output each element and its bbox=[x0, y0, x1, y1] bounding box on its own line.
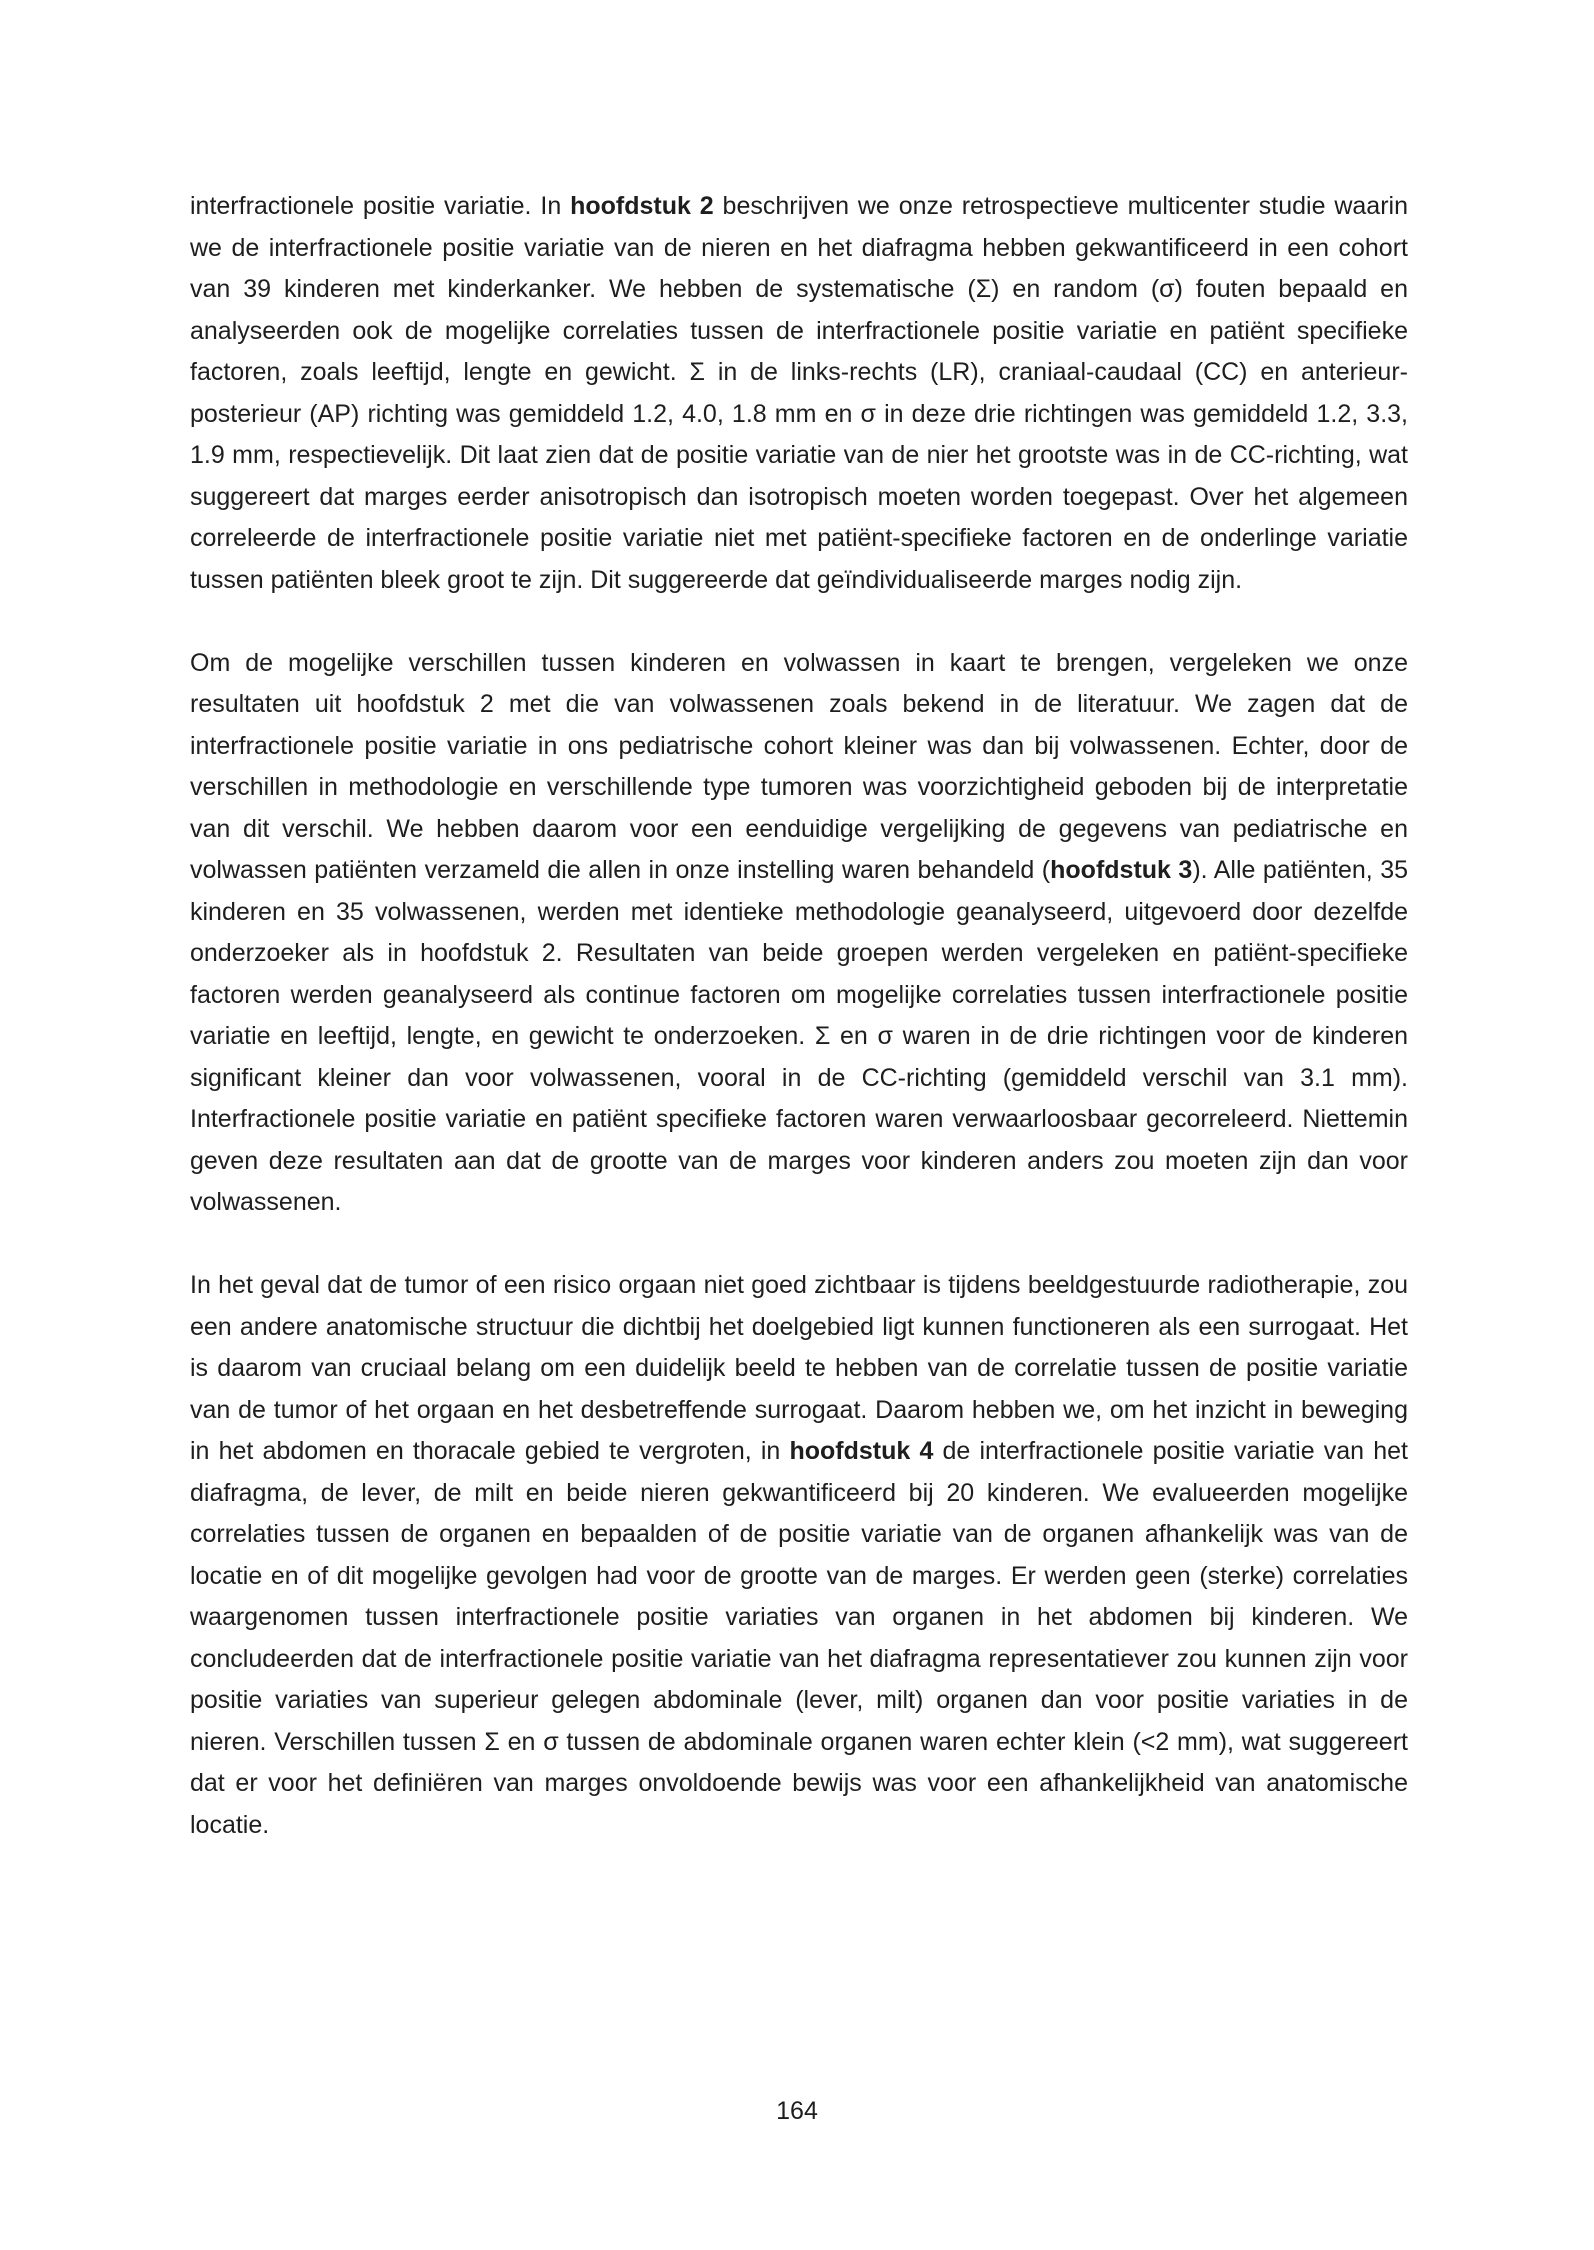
paragraph-text: beschrijven we onze retrospectieve multicenter studie waarin we de interfractionele positie variatie van de nieren en het diafragma hebben gekwantificeerd in een cohort van 39 kinderen met kinderkanker. We hebben de systematische (Σ) en random (σ) fouten bepaald en analyseerden ook de mogelijke correlaties tussen de interfractionele positie variatie en patiënt specifieke factoren, zoals leeftijd, lengte en gewicht. Σ in de links-rechts (LR), craniaal-caudaal (CC) en anterieur-posterieur (AP) richting was gemiddeld 1.2, 4.0, 1.8 mm en σ in deze drie richtingen was gemiddeld 1.2, 3.3, 1.9 mm, respectievelijk. Dit laat zien dat de positie variatie van de nier het grootste was in de CC-richting, wat suggereert dat marges eerder anisotropisch dan isotropisch moeten worden toegepast. Over het algemeen correleerde de interfractionele positie variatie niet met patiënt-specifieke factoren en de onderlinge variatie tussen patiënten bleek groot te zijn. Dit suggereerde dat geïndividualiseerde marges nodig zijn. bbox=[190, 192, 1408, 594]
page-number: 164 bbox=[776, 2097, 818, 2125]
paragraph-text: de interfractionele positie variatie van het diafragma, de lever, de milt en beide nieren gekwantificeerd bij 20 kinderen. We evalueerden mogelijke correlaties tussen de organen en bepaalden of de positie variatie van de organen afhankelijk was van de locatie en of dit mogelijke gevolgen had voor de grootte van de marges. Er werden geen (sterke) correlaties waargenomen tussen interfractionele positie variaties van organen in het abdomen bij kinderen. We concludeerden dat de interfractionele positie variatie van het diafragma representatiever zou kunnen zijn voor positie variaties van superieur gelegen abdominale (lever, milt) organen dan voor positie variaties in de nieren. Verschillen tussen Σ en σ tussen de abdominale organen waren echter klein (<2 mm), wat suggereert dat er voor het definiëren van marges onvoldoende bewijs was voor een afhankelijkheid van anatomische locatie. bbox=[190, 1437, 1408, 1839]
paragraph bbox=[190, 1265, 1408, 1846]
paragraph-text: In het geval dat de tumor of een risico orgaan niet goed zichtbaar is tijdens beeldgestuurde radiotherapie, zou een andere anatomische structuur die dichtbij het doelgebied ligt kunnen functioneren als een surrogaat. Het is daarom van cruciaal belang om een duidelijk beeld te hebben van de correlatie tussen de positie variatie van de tumor of het orgaan en het desbetreffende surrogaat. Daarom hebben we, om het inzicht in beweging in het abdomen en thoracale gebied te vergroten, in bbox=[190, 1271, 1408, 1465]
chapter-reference: hoofdstuk 4 bbox=[789, 1437, 934, 1465]
chapter-reference: hoofdstuk 2 bbox=[570, 192, 714, 220]
paragraph-text: Om de mogelijke verschillen tussen kinderen en volwassen in kaart te brengen, vergeleken we onze resultaten uit hoofdstuk 2 met die van volwassenen zoals bekend in de literatuur. We zagen dat de interfractionele positie variatie in ons pediatrische cohort kleiner was dan bij volwassenen. Echter, door de verschillen in methodologie en verschillende type tumoren was voorzichtigheid geboden bij de interpretatie van dit verschil. We hebben daarom voor een eenduidige vergelijking de gegevens van pediatrische en volwassen patiënten verzameld die allen in onze instelling waren behandeld ( bbox=[190, 648, 1408, 884]
paragraph bbox=[190, 186, 1408, 601]
paragraph-text: interfractionele positie variatie. In bbox=[190, 192, 571, 220]
document-body bbox=[190, 186, 1408, 1888]
paragraph-text: ). Alle patiënten, 35 kinderen en 35 volwassenen, werden met identieke methodologie geanalyseerd, uitgevoerd door dezelfde onderzoeker als in hoofdstuk 2. Resultaten van beide groepen werden vergeleken en patiënt-specifieke factoren werden geanalyseerd als continue factoren om mogelijke correlaties tussen interfractionele positie variatie en leeftijd, lengte, en gewicht te onderzoeken. Σ en σ waren in de drie richtingen voor de kinderen significant kleiner dan voor volwassenen, vooral in de CC-richting (gemiddeld verschil van 3.1 mm). Interfractionele positie variatie en patiënt specifieke factoren waren verwaarloosbaar gecorreleerd. Niettemin geven deze resultaten aan dat de grootte van de marges voor kinderen anders zou moeten zijn dan voor volwassenen. bbox=[190, 856, 1409, 1216]
paragraph bbox=[190, 643, 1408, 1224]
chapter-reference: hoofdstuk 3 bbox=[1050, 856, 1193, 884]
